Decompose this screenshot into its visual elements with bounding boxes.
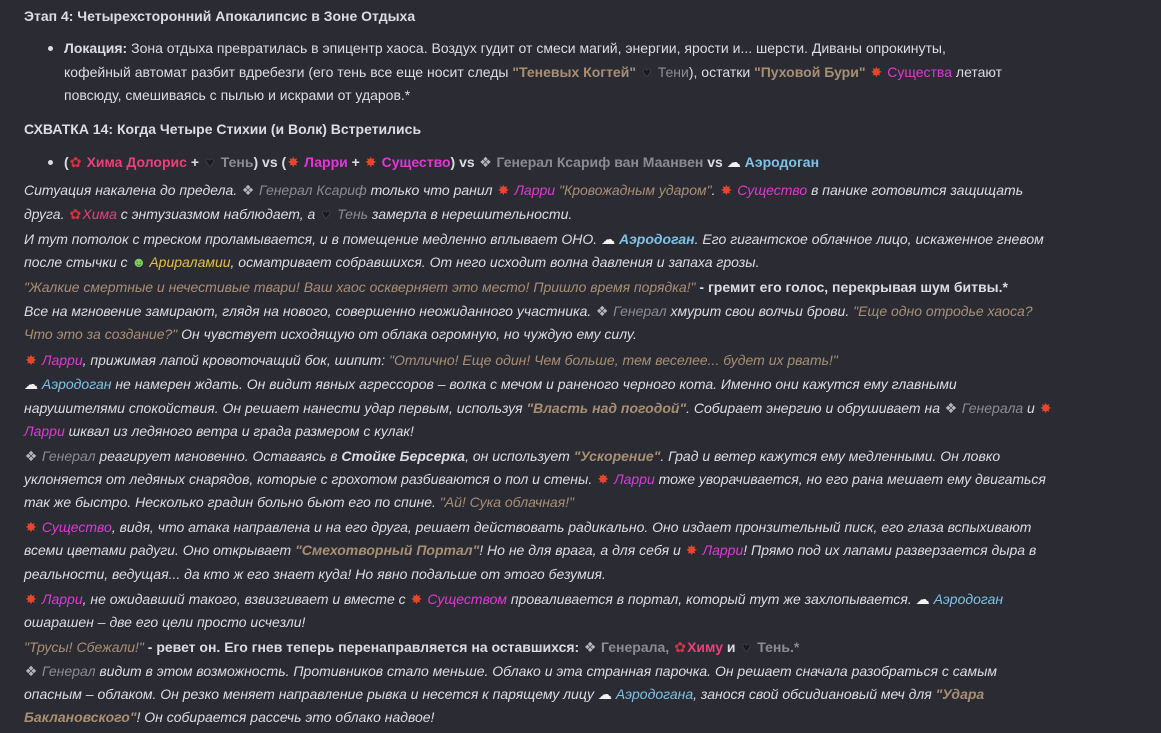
text: + [190, 154, 199, 170]
story-line [24, 300, 1139, 324]
collision-icon: ✸ [364, 154, 377, 170]
name-ten: Тени [657, 64, 689, 80]
story-line [24, 445, 1139, 469]
text: ( [64, 154, 69, 170]
stance-name: Стойке Берсерка [341, 448, 466, 464]
wolf-icon: ❖ [944, 400, 958, 416]
text: так же быстро. Несколько градин больно бьют его по спине. [24, 494, 440, 510]
skill-name: "Кровожадным ударом" [558, 182, 712, 198]
name-hima: Химу [687, 639, 723, 655]
collision-icon: ✸ [870, 64, 883, 80]
text: только что ранил [366, 182, 497, 198]
black-heart-icon: ♥ [322, 206, 331, 222]
quote: Что это за создание?" [24, 326, 178, 342]
name-ten: Тень [220, 154, 254, 170]
text: замерла в нерешительности. [368, 206, 573, 222]
text: , видя, что атака направлена и на его друга, решает действовать радикально. Оно издает пронзительный писк, его глаза вспыхивают [111, 519, 1032, 535]
story-line: Ситуация накалена до предела. ❖ Генерал Ксариф только что ранил ✸ Ларри "Кровожадным ударом". ✸ Существо в панике готовится защищать [24, 179, 1139, 203]
text: И тут потолок с треском проламывается, и в помещение медленно вплывает ОНО. [24, 231, 602, 247]
text: и [722, 639, 740, 655]
text: тоже уворачивается, но его рана мешает ему двигаться [654, 471, 1046, 487]
story-line: реальности, ведущая... да кто ж его знает куда! Но явно подальше от этого безумия. [24, 566, 606, 582]
black-heart-icon: ♥ [642, 64, 652, 80]
bullet [48, 160, 53, 165]
story-line: ошарашен – две его цели просто исчезли! [24, 614, 306, 630]
collision-icon: ✸ [287, 154, 300, 170]
text: . Град и ветер кажутся ему медленными. Он ловко [660, 448, 1001, 464]
name-hima: Хима [82, 206, 117, 222]
name-general: Генерала, [601, 639, 670, 655]
story-line [24, 468, 1139, 492]
story-line [24, 660, 1139, 684]
location-label: Локация: [64, 40, 128, 56]
name-larry: Ларри [514, 182, 556, 198]
text: кофейный автомат разбит вдребезги (его тень все еще носит следы [64, 64, 513, 80]
story-line [24, 683, 1139, 707]
name-aerodogan: Аэродоган [933, 591, 1004, 607]
text: - гремит его голос, перекрывая шум битвы.* [695, 279, 1008, 295]
story-line [24, 539, 1139, 563]
name-aerodogan: Аэродоган [618, 231, 695, 247]
wolf-icon: ❖ [24, 663, 38, 679]
story-line [24, 636, 1139, 660]
location-line-1 [64, 37, 1139, 61]
cloud-icon: ☁ [915, 591, 930, 607]
story-line [24, 203, 1139, 227]
name-creature: Существом [427, 591, 507, 607]
text: Зона отдыха превратилась в эпицентр хаоса. Воздух гудит от смеси магий, энергии, ярости и... шерсти. Диваны опрокинуты, [127, 40, 946, 56]
text: всеми цветами радуги. Оно открывает [24, 542, 296, 558]
text: видит в этом возможность. Противников стало меньше. Облако и эта странная парочка. Он решает сначала разобраться с самым [95, 663, 998, 679]
story-line [24, 588, 1139, 612]
wolf-icon: ❖ [24, 448, 38, 464]
text: после стычки с [24, 254, 132, 270]
collision-icon: ✸ [685, 542, 698, 558]
quote: "Трусы! Сбежали!" [24, 639, 144, 655]
name-larry: Ларри [702, 542, 744, 558]
text: хмурит свои волчьи брови. [666, 303, 854, 319]
collision-icon: ✸ [497, 182, 510, 198]
name-creature: Существо [381, 154, 451, 170]
skill-name: "Смехотворный Портал" [295, 542, 480, 558]
name-larry: Ларри [41, 591, 83, 607]
rose-icon: ✿ [69, 154, 82, 170]
name-larry: Ларри [613, 471, 655, 487]
bout-title: СХВАТКА 14: Когда Четыре Стихии (и Волк) Встретились [24, 121, 422, 137]
quote: "Ай! Сука облачная!" [439, 494, 575, 510]
cloud-icon: ☁ [726, 154, 741, 170]
name-aerodogan: Аэродогана [615, 686, 694, 702]
wolf-icon: ❖ [241, 182, 255, 198]
text: ! Он собирается рассечь это облако надвое! [136, 709, 435, 725]
name-larry: Ларри [41, 352, 83, 368]
text: летают [952, 64, 1003, 80]
black-heart-icon: ♥ [205, 154, 215, 170]
skill-name: "Удара [935, 686, 985, 702]
cloud-icon: ☁ [24, 376, 38, 392]
story-line [24, 349, 1139, 373]
skill-down-storm: "Пуховой Бури" [754, 64, 866, 80]
text: Все на мгновение замирают, глядя на нового, совершенно неожиданного участника. [24, 303, 596, 319]
story-line [24, 373, 1139, 397]
skill-name: Баклановского" [24, 709, 137, 725]
rose-icon: ✿ [674, 639, 686, 655]
text: ) [450, 154, 456, 170]
rose-icon: ✿ [69, 206, 82, 222]
quote: "Отлично! Еще один! Чем больше, тем веселее... будет их рвать!" [389, 352, 838, 368]
name-general: Генерал Ксариф [258, 182, 367, 198]
story-line [24, 491, 1139, 515]
name-hima: Хима Долорис [86, 154, 187, 170]
story-line [24, 397, 1139, 421]
collision-icon: ✸ [1039, 400, 1052, 416]
skill-name: "Ускорение" [573, 448, 661, 464]
name-larry: Ларри [24, 423, 65, 439]
text: , осматривает собравшихся. От него исходит волна давления и запаха грозы. [230, 254, 760, 270]
story-line [24, 706, 1139, 730]
name-ten: Тень [337, 206, 369, 222]
text: нарушителями спокойствия. Он решает нанести удар первым, используя [24, 400, 527, 416]
text: ! Прямо под их лапами разверзается дыра в [743, 542, 1037, 558]
name-aerodogan: Аэродоган [744, 154, 820, 170]
text: . Собирает энергию и обрушивает на [686, 400, 944, 416]
collision-icon: ✸ [25, 352, 37, 368]
matchup-line [64, 151, 1139, 175]
collision-icon: ✸ [597, 471, 609, 487]
alien-icon: ☻ [131, 254, 147, 270]
text: , не ожидавший такого, взвизгивает и вместе с [82, 591, 410, 607]
text: , он использует [465, 448, 574, 464]
wolf-icon: ❖ [595, 303, 609, 319]
black-heart-icon: ♥ [742, 639, 751, 655]
text: опасным – облаком. Он резко меняет направление рывка и несется к парящему лицу [24, 686, 598, 702]
text: Ситуация накалена до предела. [24, 182, 242, 198]
text: + [351, 154, 360, 170]
name-creature: Существа [887, 64, 953, 80]
name-creature: Существо [41, 519, 112, 535]
skill-shadow-claws: "Теневых Когтей" [512, 64, 636, 80]
wolf-icon: ❖ [479, 154, 492, 170]
story-line [24, 251, 1139, 275]
name-ten: Тень.* [757, 639, 800, 655]
text: ! Но не для врага, а для себя и [479, 542, 685, 558]
location-line-3: повсюду, смешиваясь с пылью и искрами от ударов.* [64, 87, 411, 103]
story-line [24, 276, 1139, 300]
name-ariraly: Арираламии [149, 254, 231, 270]
text: уклоняется от ледяных снарядов, которые с грохотом разбиваются о пол и стены. [24, 471, 597, 487]
story-line [24, 228, 1139, 252]
text: шквал из ледяного ветра и града размером с кулак! [64, 423, 414, 439]
text: с энтузиазмом наблюдает, а [116, 206, 320, 222]
text: vs [459, 154, 475, 170]
collision-icon: ✸ [25, 519, 37, 535]
name-general: Генерал [41, 663, 96, 679]
name-general: Генерал Ксариф ван Маанвен [496, 154, 704, 170]
bullet [48, 46, 53, 51]
collision-icon: ✸ [720, 182, 733, 198]
text: vs [707, 154, 723, 170]
cloud-icon: ☁ [601, 231, 616, 247]
name-aerodogan: Аэродоган [41, 376, 112, 392]
name-larry: Ларри [304, 154, 348, 170]
text: реагирует мгновенно. Оставаясь в [95, 448, 342, 464]
quote: "Еще одно отродье хаоса? [853, 303, 1033, 319]
collision-icon: ✸ [410, 591, 423, 607]
collision-icon: ✸ [25, 591, 37, 607]
name-general: Генерал [41, 448, 96, 464]
cloud-icon: ☁ [597, 686, 612, 702]
story-line [24, 516, 1139, 540]
quote: "Жалкие смертные и нечестивые твари! Ваш хаос оскверняет это место! Пришло время порядка!" [24, 279, 696, 295]
text: ), остатки [688, 64, 755, 80]
skill-name: "Власть над погодой" [526, 400, 687, 416]
text: . Его гигантское облачное лицо, искаженное гневом [694, 231, 1044, 247]
wolf-icon: ❖ [583, 639, 597, 655]
text: и [1023, 400, 1039, 416]
story-line [24, 420, 1139, 444]
text: , занося свой обсидиановый меч для [693, 686, 936, 702]
story-line [24, 323, 1139, 347]
text: друга. [24, 206, 69, 222]
text: в панике готовится защищать [807, 182, 1024, 198]
text: Он чувствует исходящую от облака огромную, но чуждую ему силу. [177, 326, 637, 342]
text: не намерен ждать. Он видит явных агрессоров – волка с мечом и раненого черного кота. Именно они кажутся ему главными [111, 376, 957, 392]
text: , прижимая лапой кровоточащий бок, шипит: [82, 352, 389, 368]
name-general: Генерала [961, 400, 1024, 416]
stage-title: Этап 4: Четырехсторонний Апокалипсис в Зоне Отдыха [24, 8, 416, 24]
location-line-2 [64, 61, 1139, 85]
text: ( [281, 154, 287, 170]
name-general: Генерал [613, 303, 667, 319]
name-creature: Существо [737, 182, 808, 198]
text: vs [262, 154, 278, 170]
text: проваливается в портал, который тут же захлопывается. [506, 591, 916, 607]
text: - ревет он. Его гнев теперь перенаправляется на оставшихся: [143, 639, 584, 655]
text: ) [253, 154, 259, 170]
